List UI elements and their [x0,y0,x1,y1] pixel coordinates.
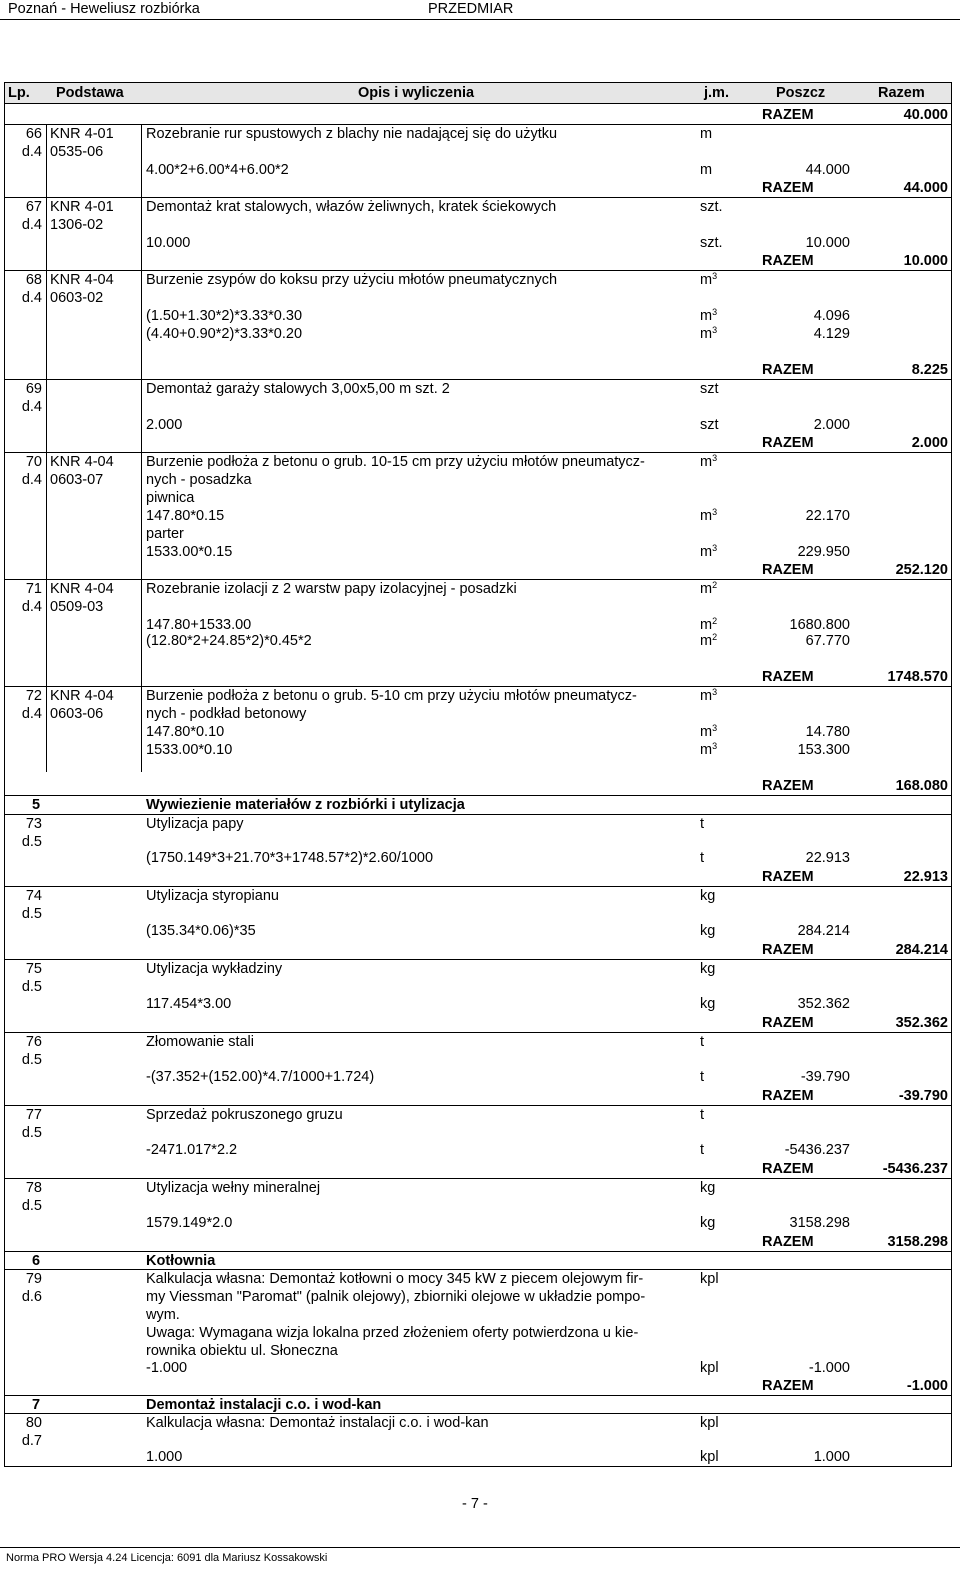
calc-value: 4.096 [813,308,850,324]
item-unit: kg [700,888,716,904]
item-description: Demontaż krat stalowych, włazów żeliwnych, kratek ściekowych [146,199,557,215]
item-number: 79 [25,1271,42,1287]
calc-unit: kg [700,1215,716,1231]
razem-label: RAZEM [762,1015,814,1031]
lp-column-divider [46,124,47,772]
item-chapter: d.5 [21,979,42,995]
item-chapter: d.4 [21,472,42,488]
item-chapter: d.6 [21,1289,42,1305]
item-unit: t [700,1107,705,1123]
item-description: Rozebranie rur spustowych z blachy nie nadającej się do użytku [146,126,558,142]
item-description: Kalkulacja własna: Demontaż instalacji c.o. i wod-kan [146,1415,489,1431]
calc-formula: 1.000 [146,1449,183,1465]
column-header-lp: Lp. [8,85,30,101]
calc-value: 1680.800 [789,617,850,633]
item-unit: m [700,126,713,142]
calc-formula: 147.80*0.15 [146,508,225,524]
razem-label: RAZEM [762,778,814,794]
calc-formula: -(37.352+(152.00)*4.7/1000+1.724) [146,1069,375,1085]
calc-formula: (1.50+1.30*2)*3.33*0.30 [146,308,303,324]
razem-label: RAZEM [762,562,814,578]
calc-unit: $m^3$ [700,723,718,740]
column-header-poszcz: Poszcz [776,85,826,101]
section-number: 7 [32,1397,41,1413]
item-chapter: d.4 [21,144,42,160]
calc-value: 44.000 [805,162,850,178]
item-chapter: d.7 [21,1433,42,1449]
calc-unit: t [700,850,705,866]
calc-value: -1.000 [808,1360,850,1376]
calc-subheading: piwnica [146,490,195,506]
item-unit: $m^2$ [700,580,718,597]
calc-unit: kg [700,996,716,1012]
section-number: 5 [32,797,41,813]
table-bottom-border [4,1466,952,1467]
item-note: Uwaga: Wymagana wizja lokalna przed złożeniem oferty potwierdzona u kie- [146,1325,639,1341]
item-description: Złomowanie stali [146,1034,254,1050]
section-title: Kotłownia [146,1253,216,1269]
calc-value: 67.770 [805,633,850,649]
item-chapter: d.5 [21,834,42,850]
item-description-cont: nych - posadzka [146,472,252,488]
item-description: Kalkulacja własna: Demontaż kotłowni o mocy 345 kW z piecem olejowym fir- [146,1271,644,1287]
calc-formula: (4.40+0.90*2)*3.33*0.20 [146,326,303,342]
calc-formula: 4.00*2+6.00*4+6.00*2 [146,162,289,178]
item-description: Sprzedaż pokruszonego gruzu [146,1107,343,1123]
calc-value: 352.362 [797,996,850,1012]
item-chapter: d.5 [21,1052,42,1068]
calc-unit: $m^3$ [700,307,718,324]
item-number: 67 [25,199,42,215]
calc-formula: -2471.017*2.2 [146,1142,238,1158]
item-chapter: d.4 [21,217,42,233]
item-unit: t [700,816,705,832]
calc-formula: 10.000 [146,235,191,251]
column-header-podstawa: Podstawa [56,85,124,101]
razem-value: 10.000 [903,253,948,269]
item-unit: kpl [700,1271,719,1287]
calc-formula: (135.34*0.06)*35 [146,923,256,939]
calc-formula: 117.454*3.00 [146,996,232,1012]
calc-value: 22.913 [805,850,850,866]
page-header-doc-type: PRZEDMIAR [428,1,514,17]
razem-value: 1748.570 [887,669,948,685]
calc-formula: 147.80*0.10 [146,724,225,740]
razem-value: 8.225 [911,362,948,378]
item-number: 69 [25,381,42,397]
item-chapter: d.5 [21,1125,42,1141]
razem-label: RAZEM [762,1161,814,1177]
item-basis-code: 0603-07 [50,472,104,488]
calc-unit: $m^3$ [700,741,718,758]
calc-value: 4.129 [813,326,850,342]
razem-label: RAZEM [762,869,814,885]
podstawa-column-divider [141,124,142,772]
razem-value: -5436.237 [882,1161,948,1177]
item-unit: kg [700,1180,716,1196]
item-description: Burzenie podłoża z betonu o grub. 5-10 cm przy użyciu młotów pneumatycz- [146,688,637,704]
item-basis: KNR 4-01 [50,199,114,215]
calc-value: 153.300 [797,742,850,758]
razem-value: 284.214 [895,942,948,958]
column-header-razem: Razem [878,85,925,101]
footer-rule [0,1547,960,1548]
item-basis: KNR 4-04 [50,581,114,597]
calc-unit: szt [700,417,719,433]
razem-label: RAZEM [762,107,814,123]
item-chapter: d.5 [21,1198,42,1214]
calc-formula: 1579.149*2.0 [146,1215,233,1231]
razem-label: RAZEM [762,180,814,196]
calc-unit: t [700,1069,705,1085]
column-header-opis: Opis i wyliczenia [358,85,475,101]
item-chapter: d.4 [21,290,42,306]
calc-unit: $m^3$ [700,325,718,342]
calc-unit: szt. [700,235,723,251]
item-basis-code: 0603-06 [50,706,104,722]
item-basis: KNR 4-04 [50,454,114,470]
calc-value: 284.214 [797,923,850,939]
item-description: Demontaż garaży stalowych 3,00x5,00 m szt. 2 [146,381,450,397]
calc-value: 1.000 [813,1449,850,1465]
calc-formula: 147.80+1533.00 [146,617,252,633]
item-chapter: d.4 [21,706,42,722]
item-unit: $m^3$ [700,687,718,704]
calc-formula: (1750.149*3+21.70*3+1748.57*2)*2.60/1000 [146,850,434,866]
item-number: 73 [25,816,42,832]
item-unit: $m^3$ [700,271,718,288]
razem-value: 2.000 [911,435,948,451]
razem-value: 22.913 [903,869,948,885]
calc-value: -5436.237 [784,1142,850,1158]
item-number: 78 [25,1180,42,1196]
calc-formula: 2.000 [146,417,183,433]
calc-value: -39.790 [800,1069,850,1085]
calc-unit: $m^2$ [700,632,718,649]
calc-unit: kg [700,923,716,939]
calc-value: 22.170 [805,508,850,524]
item-basis-code: 0509-03 [50,599,104,615]
calc-unit: kpl [700,1449,719,1465]
calc-value: 3158.298 [789,1215,850,1231]
section-title: Demontaż instalacji c.o. i wod-kan [146,1397,382,1413]
item-unit: t [700,1034,705,1050]
calc-unit: t [700,1142,705,1158]
razem-label: RAZEM [762,1378,814,1394]
item-description: Utylizacja styropianu [146,888,279,904]
item-description-cont: my Viessman "Paromat" (palnik olejowy), zbiorniki olejowe w układzie pompo- [146,1289,646,1305]
item-description: Rozebranie izolacji z 2 warstw papy izolacyjnej - posadzki [146,581,517,597]
table-right-border [951,82,952,1467]
razem-value: 3158.298 [887,1234,948,1250]
calc-formula: 1533.00*0.10 [146,742,233,758]
item-unit: szt. [700,199,723,215]
calc-unit: m [700,162,713,178]
item-number: 66 [25,126,42,142]
item-description: Utylizacja papy [146,816,244,832]
item-unit: kg [700,961,716,977]
razem-value: 40.000 [903,107,948,123]
calc-formula: 1533.00*0.15 [146,544,233,560]
calc-unit: $m^3$ [700,543,718,560]
razem-label: RAZEM [762,942,814,958]
item-number: 71 [25,581,42,597]
table-left-border [4,82,5,1467]
razem-value: 44.000 [903,180,948,196]
razem-label: RAZEM [762,669,814,685]
item-unit: kpl [700,1415,719,1431]
razem-label: RAZEM [762,435,814,451]
calc-unit: $m^2$ [700,616,718,633]
item-number: 68 [25,272,42,288]
item-basis-code: 0603-02 [50,290,104,306]
calc-formula: (12.80*2+24.85*2)*0.45*2 [146,633,312,649]
footer-license: Norma PRO Wersja 4.24 Licencja: 6091 dla Mariusz Kossakowski [6,1552,328,1564]
item-basis: KNR 4-04 [50,272,114,288]
razem-label: RAZEM [762,1088,814,1104]
item-number: 72 [25,688,42,704]
razem-value: -1.000 [906,1378,948,1394]
table-top-border [4,82,952,83]
item-chapter: d.4 [21,599,42,615]
item-number: 77 [25,1107,42,1123]
item-basis: KNR 4-04 [50,688,114,704]
item-unit: szt [700,381,719,397]
calc-value: 229.950 [797,544,850,560]
razem-label: RAZEM [762,253,814,269]
page-header-title: Poznań - Heweliusz rozbiórka [8,1,200,17]
razem-value: -39.790 [898,1088,948,1104]
item-description: Burzenie zsypów do koksu przy użyciu młotów pneumatycznych [146,272,558,288]
item-number: 70 [25,454,42,470]
calc-unit: kpl [700,1360,719,1376]
item-number: 75 [25,961,42,977]
item-number: 76 [25,1034,42,1050]
item-basis-code: 1306-02 [50,217,104,233]
razem-value: 252.120 [895,562,948,578]
item-number: 74 [25,888,42,904]
column-header-jm: j.m. [704,85,729,101]
header-rule [0,19,960,20]
item-unit: $m^3$ [700,453,718,470]
razem-value: 352.362 [895,1015,948,1031]
item-description: Utylizacja wykładziny [146,961,283,977]
calc-formula: -1.000 [146,1360,188,1376]
item-basis-code: 0535-06 [50,144,104,160]
calc-unit: $m^3$ [700,507,718,524]
item-description: Burzenie podłoża z betonu o grub. 10-15 cm przy użyciu młotów pneumatycz- [146,454,645,470]
item-chapter: d.5 [21,906,42,922]
calc-subheading: parter [146,526,184,542]
calc-value: 14.780 [805,724,850,740]
item-chapter: d.4 [21,399,42,415]
calc-value: 10.000 [805,235,850,251]
section-number: 6 [32,1253,41,1269]
item-description: Utylizacja wełny mineralnej [146,1180,321,1196]
calc-value: 2.000 [813,417,850,433]
razem-value: 168.080 [895,778,948,794]
item-description-cont: nych - podkład betonowy [146,706,307,722]
razem-label: RAZEM [762,362,814,378]
razem-label: RAZEM [762,1234,814,1250]
item-number: 80 [25,1415,42,1431]
page-number: - 7 - [462,1496,488,1512]
item-description-cont: wym. [146,1307,180,1323]
item-basis: KNR 4-01 [50,126,114,142]
table-header-bottom-border [4,103,952,104]
section-title: Wywiezienie materiałów z rozbiórki i utylizacja [146,797,465,813]
item-note-cont: rownika obiektu ul. Słoneczna [146,1343,338,1359]
